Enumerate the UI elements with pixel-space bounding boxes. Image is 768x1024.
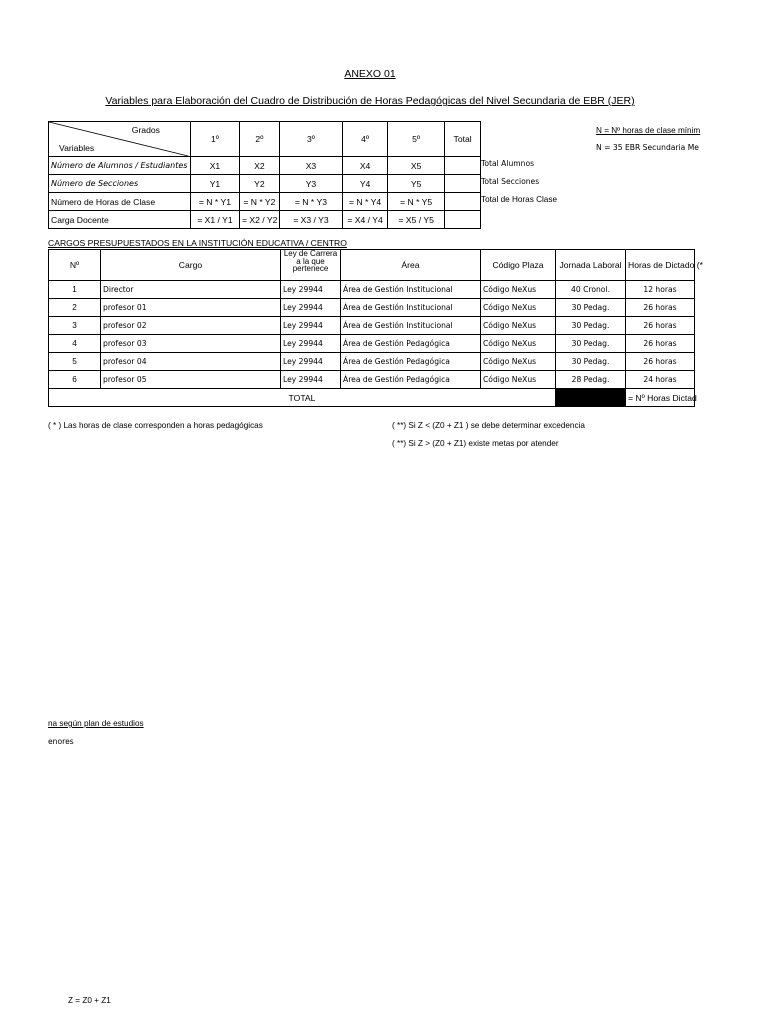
- positions-table: [48, 249, 703, 407]
- hours-cell: 24 horas: [626, 371, 695, 389]
- table-cell: [445, 193, 481, 211]
- total-hours-label: Total de Horas Clase: [481, 195, 557, 204]
- table-row: [49, 299, 695, 317]
- position-cell: profesor 01: [101, 299, 281, 317]
- table-row: [49, 157, 481, 175]
- row-number: 1: [49, 281, 101, 299]
- table-cell: Y4: [343, 175, 388, 193]
- table-cell: [445, 157, 481, 175]
- total-row: [49, 389, 695, 407]
- table-row: [49, 335, 695, 353]
- workday-cell: 30 Pedag.: [556, 299, 626, 317]
- position-cell: profesor 05: [101, 371, 281, 389]
- table-cell: = X3 / Y3: [279, 211, 342, 229]
- law-cell: Ley 29944: [281, 281, 341, 299]
- column-header: Cargo: [101, 250, 281, 281]
- column-header: Área: [341, 250, 481, 281]
- table-cell: Y3: [279, 175, 342, 193]
- table-cell: = N * Y2: [239, 193, 279, 211]
- column-header: Jornada Laboral: [556, 250, 626, 281]
- hours-cell: 26 horas: [626, 299, 695, 317]
- hours-minimum-note: N = Nº horas de clase mínim: [596, 126, 701, 135]
- total-students-label: Total Alumnos: [481, 159, 535, 168]
- column-header: Código Plaza: [481, 250, 556, 281]
- law-cell: Ley 29944: [281, 371, 341, 389]
- column-header: Horas de Dictado (*: [626, 250, 695, 281]
- table-cell: = X5 / Y5: [388, 211, 445, 229]
- hours-cell: 26 horas: [626, 317, 695, 335]
- workday-cell: 28 Pedag.: [556, 371, 626, 389]
- area-cell: Área de Gestión Pedagógica: [341, 335, 481, 353]
- grades-variables-corner-cell: [49, 122, 191, 157]
- law-cell: Ley 29944: [281, 299, 341, 317]
- row-number: 5: [49, 353, 101, 371]
- area-cell: Área de Gestión Institucional: [341, 281, 481, 299]
- code-cell: Código NeXus: [481, 371, 556, 389]
- row-label: Número de Alumnos / Estudiantes: [49, 157, 191, 175]
- table-cell: Y5: [388, 175, 445, 193]
- footnote-excess: ( **) Si Z < (Z0 + Z1 ) se debe determinar excedencia: [392, 421, 585, 430]
- code-cell: Código NeXus: [481, 353, 556, 371]
- table-row: [49, 353, 695, 371]
- table-cell: X2: [239, 157, 279, 175]
- grade-header: 4º: [343, 122, 388, 157]
- table-cell: = X1 / Y1: [190, 211, 239, 229]
- code-cell: Código NeXus: [481, 299, 556, 317]
- position-cell: profesor 04: [101, 353, 281, 371]
- study-plan-fragment: na según plan de estudios: [48, 719, 144, 728]
- row-number: 6: [49, 371, 101, 389]
- workday-cell: 30 Pedag.: [556, 353, 626, 371]
- variables-label: Variables: [59, 143, 95, 153]
- table-cell: Y1: [190, 175, 239, 193]
- row-number: 4: [49, 335, 101, 353]
- workday-cell: 30 Pedag.: [556, 317, 626, 335]
- column-header: Ley de Carrera a la que pertenece: [281, 250, 341, 281]
- law-cell: Ley 29944: [281, 317, 341, 335]
- row-number: 2: [49, 299, 101, 317]
- workday-cell: 40 Cronol.: [556, 281, 626, 299]
- table-row: [49, 317, 695, 335]
- z-formula: Z = Z0 + Z1: [68, 996, 111, 1005]
- code-cell: Código NeXus: [481, 335, 556, 353]
- total-sections-label: Total Secciones: [481, 177, 540, 186]
- table-cell: [445, 211, 481, 229]
- position-cell: Director: [101, 281, 281, 299]
- total-hours-value: = Nº Horas Dictad: [626, 389, 695, 407]
- area-cell: Área de Gestión Pedagógica: [341, 371, 481, 389]
- table-cell: X4: [343, 157, 388, 175]
- table-row: [49, 371, 695, 389]
- table-row: [49, 193, 481, 211]
- hours-cell: 26 horas: [626, 353, 695, 371]
- table-cell: X3: [279, 157, 342, 175]
- row-number: 3: [49, 317, 101, 335]
- row-label: Número de Horas de Clase: [49, 193, 191, 211]
- table-cell: = N * Y4: [343, 193, 388, 211]
- table-cell: = N * Y3: [279, 193, 342, 211]
- area-cell: Área de Gestión Institucional: [341, 317, 481, 335]
- variables-table: [48, 121, 481, 229]
- total-header: Total: [445, 122, 481, 157]
- column-header: Nº: [49, 250, 101, 281]
- footnote-targets: ( **) Si Z > (Z0 + Z1) existe metas por atender: [392, 439, 559, 448]
- table-row: [49, 175, 481, 193]
- table-cell: [445, 175, 481, 193]
- table-cell: = N * Y1: [190, 193, 239, 211]
- table-row: [49, 281, 695, 299]
- area-cell: Área de Gestión Institucional: [341, 299, 481, 317]
- table-cell: = N * Y5: [388, 193, 445, 211]
- footnote-class-hours: ( * ) Las horas de clase corresponden a horas pedagógicas: [48, 421, 263, 430]
- grade-header: 3º: [279, 122, 342, 157]
- table-cell: X5: [388, 157, 445, 175]
- code-cell: Código NeXus: [481, 281, 556, 299]
- area-cell: Área de Gestión Pedagógica: [341, 353, 481, 371]
- workday-cell: 30 Pedag.: [556, 335, 626, 353]
- law-cell: Ley 29944: [281, 353, 341, 371]
- annex-title: ANEXO 01: [344, 68, 396, 80]
- section-title: CARGOS PRESUPUESTADOS EN LA INSTITUCIÓN EDUCATIVA / CENTRO: [48, 238, 347, 248]
- black-fill-cell: [556, 389, 626, 407]
- hours-cell: 26 horas: [626, 335, 695, 353]
- hours-cell: 12 horas: [626, 281, 695, 299]
- row-label: Carga Docente: [49, 211, 191, 229]
- document-subtitle: Variables para Elaboración del Cuadro de Distribución de Horas Pedagógicas del Nivel Secundaria de EBR (JER): [105, 95, 635, 107]
- table-cell: = X4 / Y4: [343, 211, 388, 229]
- secondary-hours-note: N = 35 EBR Secundaria Me: [596, 143, 699, 152]
- grade-header: 2º: [239, 122, 279, 157]
- row-label: Número de Secciones: [49, 175, 191, 193]
- grades-label: Grados: [131, 125, 160, 135]
- grade-header: 5º: [388, 122, 445, 157]
- law-cell: Ley 29944: [281, 335, 341, 353]
- table-row: [49, 211, 481, 229]
- minors-fragment: enores: [48, 737, 74, 746]
- position-cell: profesor 02: [101, 317, 281, 335]
- table-cell: = X2 / Y2: [239, 211, 279, 229]
- code-cell: Código NeXus: [481, 317, 556, 335]
- table-cell: X1: [190, 157, 239, 175]
- table-cell: Y2: [239, 175, 279, 193]
- total-label: TOTAL: [49, 389, 556, 407]
- grade-header: 1º: [190, 122, 239, 157]
- position-cell: profesor 03: [101, 335, 281, 353]
